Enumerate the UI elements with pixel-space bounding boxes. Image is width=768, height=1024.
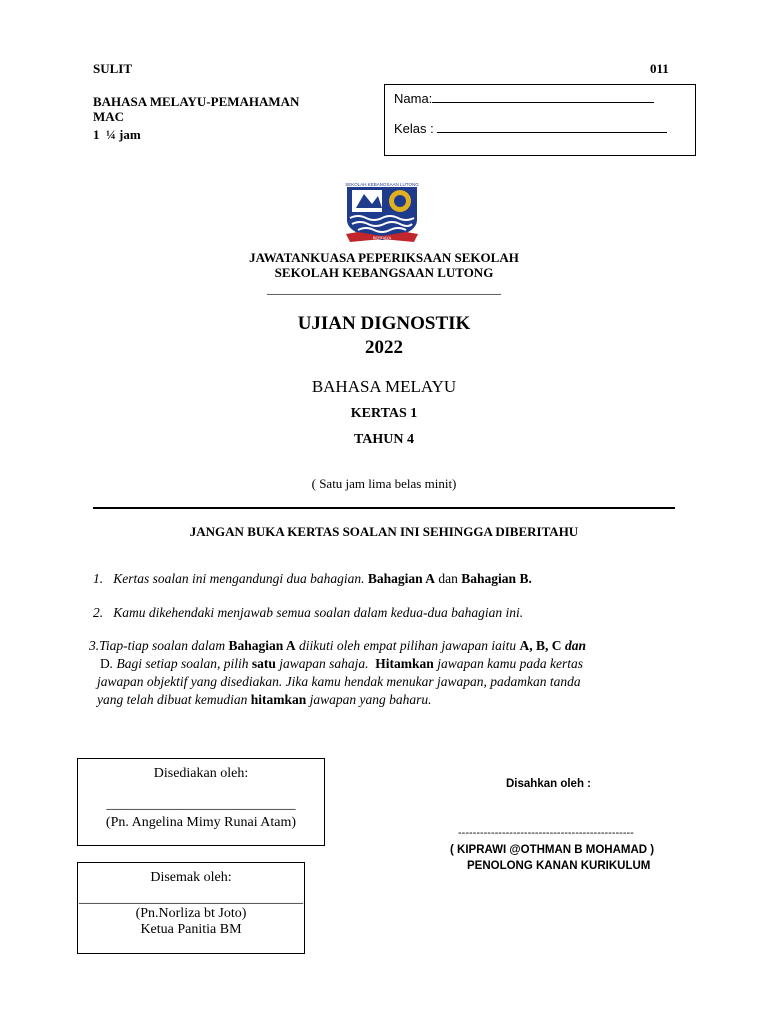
paper-code: 011 <box>650 61 669 76</box>
class-line[interactable] <box>437 121 667 133</box>
do-not-open-warning: JANGAN BUKA KERTAS SOALAN INI SEHINGGA DIBERITAHU <box>189 524 579 539</box>
name-label: Nama: <box>394 91 433 106</box>
prepared-by-signature-line: ___________________________ <box>106 797 296 812</box>
checked-by-box <box>77 862 305 954</box>
section-divider <box>93 507 675 509</box>
instruction-3-option-d: D <box>100 656 110 671</box>
instruction-3-line3: jawapan objektif yang disediakan. Jika kamu hendak menukar jawapan, padamkan tanda <box>97 674 581 689</box>
name-row[interactable] <box>394 91 654 106</box>
checked-by-signature-line: ________________________________ <box>79 891 303 906</box>
instruction-2-text: Kamu dikehendaki menjawab semua soalan dalam kedua-dua bahagian ini. <box>113 605 524 620</box>
name-line[interactable] <box>432 91 654 103</box>
subject-title-line1: BAHASA MELAYU-PEMAHAMAN <box>93 94 300 109</box>
exam-duration: 1 ¼ jam <box>93 127 141 142</box>
instruction-3-part-a: Bahagian A <box>228 638 296 653</box>
approved-by-name: ( KIPRAWI @OTHMAN B MOHAMAD ) <box>450 844 655 856</box>
instruction-2 <box>93 605 523 621</box>
instruction-1-number: 1. <box>93 571 104 586</box>
crest-top-text: SEKOLAH KEBANGSAAN LUTONG <box>345 182 419 187</box>
exam-committee-title: JAWATANKUASA PEPERIKSAAN SEKOLAH <box>249 250 519 265</box>
exam-year: 2022 <box>365 337 403 358</box>
instruction-2-number: 2. <box>93 605 104 620</box>
candidate-info-box <box>384 84 696 156</box>
instruction-3-text-a: 3.Tiap-tiap soalan dalam <box>89 638 226 653</box>
checked-by-role: Ketua Panitia BM <box>140 922 242 937</box>
prepared-by-label: Disediakan oleh: <box>153 766 249 781</box>
instruction-3-text-i: jawapan sahaja. <box>279 656 369 671</box>
instruction-1-and: dan <box>438 571 458 586</box>
school-name-underline: ____________________________________ <box>267 281 501 296</box>
instruction-1-text: Kertas soalan ini mengandungi dua bahagian. <box>113 571 365 586</box>
instruction-1-part-b: Bahagian B. <box>461 571 532 586</box>
instruction-3-text-n: jawapan yang baharu. <box>309 692 432 707</box>
checked-by-name: (Pn.Norliza bt Joto) <box>135 906 247 921</box>
approved-by-role: PENOLONG KANAN KURIKULUM <box>467 860 651 872</box>
instruction-3-line2 <box>100 656 583 672</box>
approved-by-signature-line: ------------------------------------------------ <box>458 827 634 839</box>
class-label: Kelas : <box>394 121 434 136</box>
exam-level: TAHUN 4 <box>353 432 415 447</box>
exam-time: ( Satu jam lima belas minit) <box>311 476 457 491</box>
crest-ribbon-text: BERDAYA <box>372 235 392 240</box>
checked-by-label: Disemak oleh: <box>150 870 232 885</box>
exam-subject: BAHASA MELAYU <box>311 377 457 396</box>
instruction-3-line4 <box>97 692 432 708</box>
subject-title-line2: MAC <box>93 109 125 124</box>
prepared-by-box <box>77 758 325 846</box>
exam-title: UJIAN DIGNOSTIK <box>297 313 471 334</box>
instruction-3-blacken: Hitamkan <box>375 656 434 671</box>
instruction-3-and: dan <box>564 638 586 653</box>
instruction-3-text-g: . Bagi setiap soalan, pilih <box>109 656 249 671</box>
exam-paper: KERTAS 1 <box>350 406 418 421</box>
instruction-3-line1 <box>89 638 675 654</box>
instruction-1 <box>93 571 532 587</box>
instruction-3-blacken-2: hitamkan <box>250 692 307 707</box>
instruction-3-one: satu <box>251 656 276 671</box>
school-name: SEKOLAH KEBANGSAAN LUTONG <box>274 265 494 280</box>
instruction-3-text-k: jawapan kamu pada kertas <box>437 656 584 671</box>
school-crest-logo <box>344 176 420 244</box>
classification-label: SULIT <box>93 61 133 76</box>
instruction-3-options: A, B, C <box>519 638 562 653</box>
instruction-3-text-l: yang telah dibuat kemudian <box>97 692 248 707</box>
approved-by-label: Disahkan oleh : <box>506 778 591 790</box>
instruction-3-text-c: diikuti oleh empat pilihan jawapan iaitu <box>299 638 517 653</box>
class-row[interactable] <box>394 121 667 136</box>
prepared-by-name: (Pn. Angelina Mimy Runai Atam) <box>105 815 297 830</box>
instruction-1-part-a: Bahagian A <box>367 571 436 586</box>
